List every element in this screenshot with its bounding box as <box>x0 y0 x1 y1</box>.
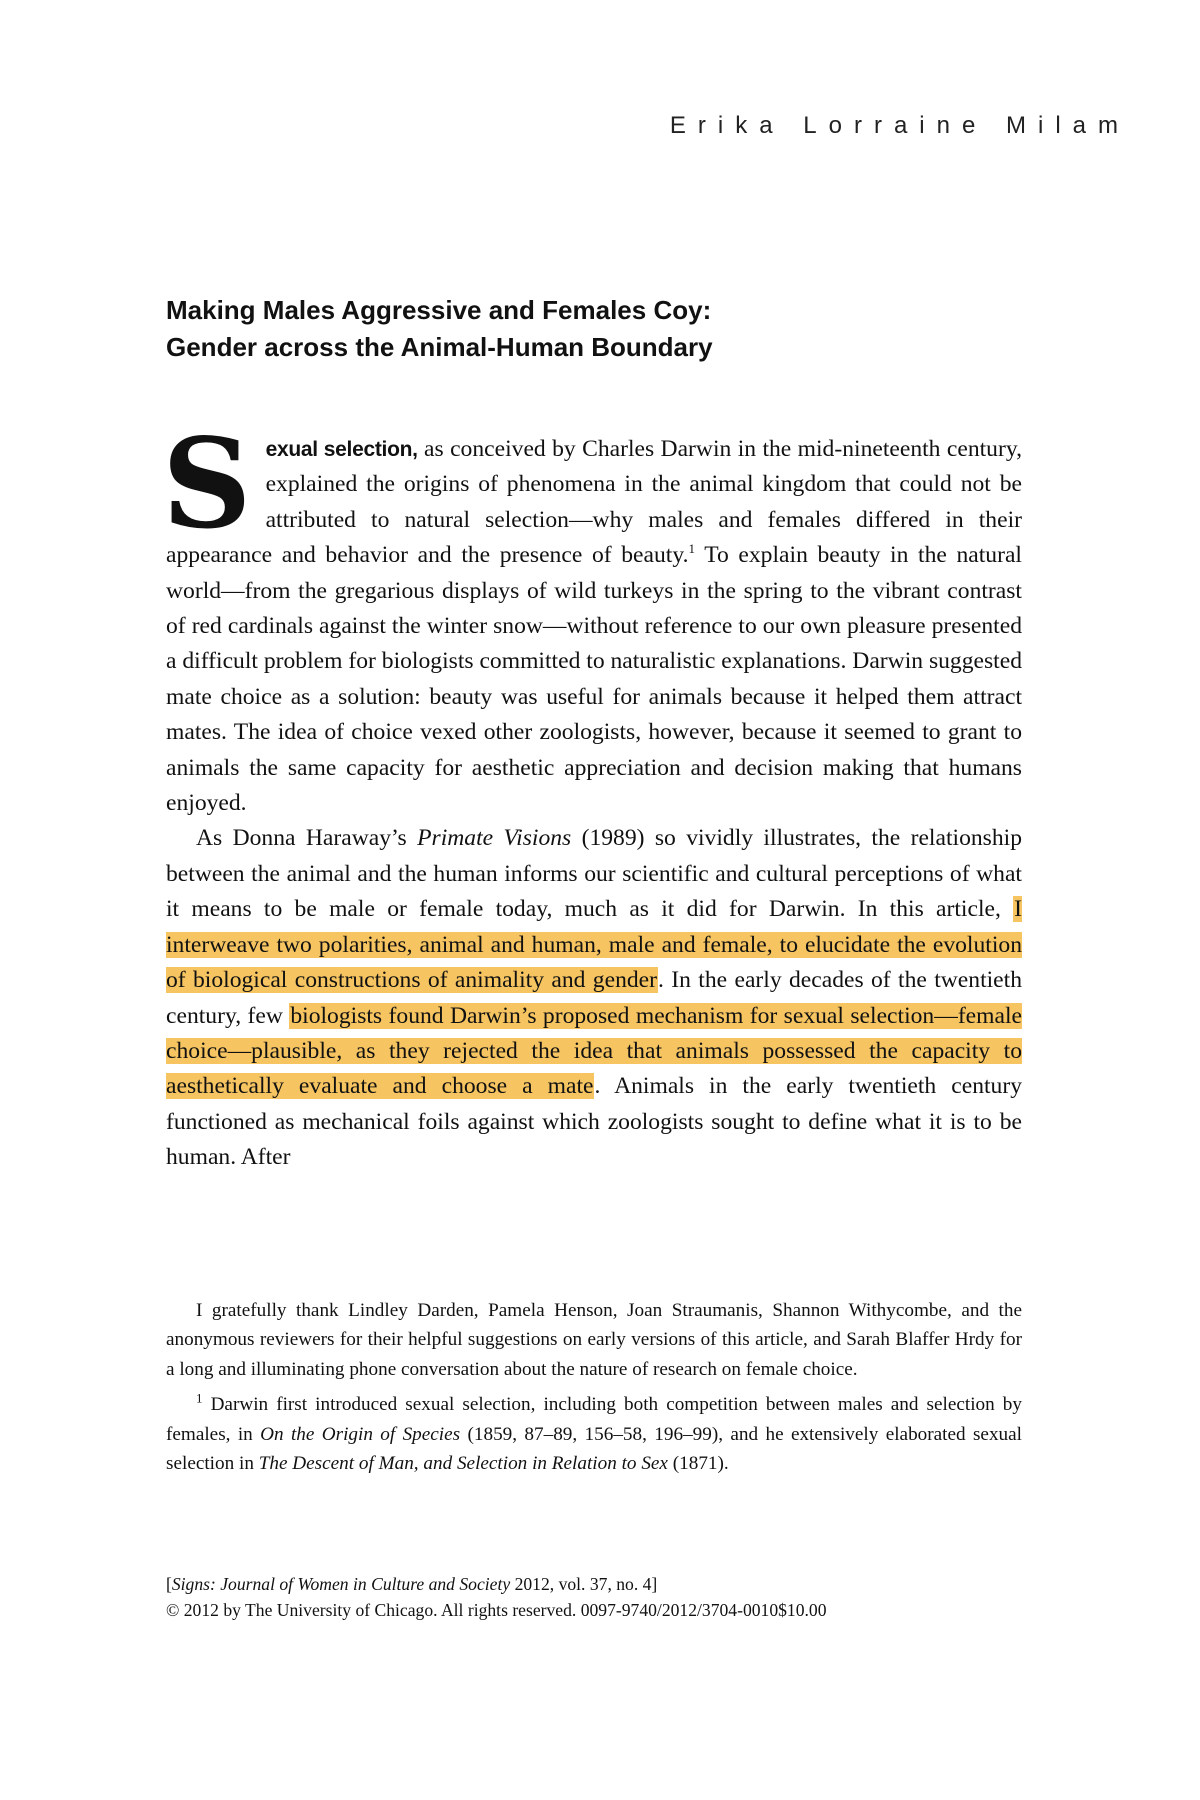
citation-open-bracket: [ <box>166 1574 172 1594</box>
title-line-2: Gender across the Animal-Human Boundary <box>166 332 713 362</box>
acknowledgment-note: I gratefully thank Lindley Darden, Pamela Henson, Joan Straumanis, Shannon Withycombe, and the anonymous reviewers for their helpful suggestions on early versions of this article, and Sarah Blaffer Hrdy for a long and illuminating phone conversation about the nature of research on female choice. <box>166 1300 1022 1380</box>
paragraph-2-text-a: As Donna Haraway’s <box>196 825 418 852</box>
article-body <box>162 412 1023 1176</box>
footnote-1-text-c: (1871). <box>667 1453 729 1475</box>
paragraph-1-text-a: as conceived by Charles Darwin in the mid-nineteenth century, explained the origins of phenomena in the animal kingdom that could not be attributed to natural selection—why males and females differed in their appearance and behavior and the presence of beauty. <box>166 436 1022 569</box>
journal-citation <box>166 1571 1022 1623</box>
book-title-origin-of-species: On the Origin of Species <box>260 1423 461 1445</box>
paragraph-1 <box>162 412 1022 821</box>
footnote-1-number: 1 <box>196 1390 203 1406</box>
paragraph-2-text-d: . Animals in the early twentieth century functioned as mechanical foils against which zoologists sought to define what it is to be human. After <box>166 1073 1022 1171</box>
citation-details: 2012, vol. 37, no. 4] <box>510 1574 658 1594</box>
footnote-1-text-b: (1859, 87–89, 156–58, 196–99), and he extensively elaborated sexual selection in <box>166 1423 1022 1475</box>
article-title <box>166 292 1026 366</box>
copyright-line: © 2012 by The University of Chicago. All rights reserved. 0097-9740/2012/3704-0010$10.00 <box>166 1600 827 1620</box>
journal-name: Signs: Journal of Women in Culture and Society <box>171 1574 511 1594</box>
footnote-1 <box>166 1390 1022 1478</box>
paragraph-1-text-b: To explain beauty in the natural world—from the gregarious displays of wild turkeys in the spring to the vibrant contrast of red cardinals against the winter snow—without reference to our own pleasure presented a difficult problem for biologists committed to naturalistic explanations. Darwin suggested mate choice as a solution: beauty was useful for animals because it helped them attract mates. The idea of choice vexed other zoologists, however, because it seemed to grant to animals the same capacity for aesthetic appreciation and decision making that humans enjoyed. <box>166 542 1022 817</box>
footnote-ref-1[interactable]: 1 <box>688 541 695 557</box>
drop-cap: S <box>162 412 252 557</box>
running-header-author: Erika Lorraine Milam <box>669 112 1130 139</box>
book-title-primate-visions: Primate Visions <box>417 825 572 852</box>
highlight-1[interactable]: I interweave two polarities, animal and human, male and female, to elucidate the evolution of biological constructions of animality and gender <box>166 896 1022 994</box>
footnotes <box>166 1296 1022 1478</box>
paragraph-2 <box>166 821 1022 1175</box>
highlight-2[interactable]: biologists found Darwin’s proposed mechanism for sexual selection—female choice—plausible, as they rejected the idea that animals possessed the capacity to aesthetically evaluate and choose a mate <box>166 1002 1022 1100</box>
citation-line <box>166 1571 1022 1597</box>
paragraph-2-text-b: (1989) so vividly illustrates, the relationship between the animal and the human informs our scientific and cultural perceptions of what it means to be male or female today, much as it did for Darwin. In this article, <box>166 825 1022 923</box>
footnote-1-text-a: Darwin first introduced sexual selection, including both competition between males and selection by females, in <box>166 1394 1022 1445</box>
paragraph-2-text-c: . In the early decades of the twentieth century, few <box>166 967 1023 1029</box>
title-line-1: Making Males Aggressive and Females Coy: <box>166 295 712 325</box>
lead-phrase: exual selection, <box>265 438 418 461</box>
book-title-descent-of-man: The Descent of Man, and Selection in Relation to Sex <box>258 1453 668 1475</box>
